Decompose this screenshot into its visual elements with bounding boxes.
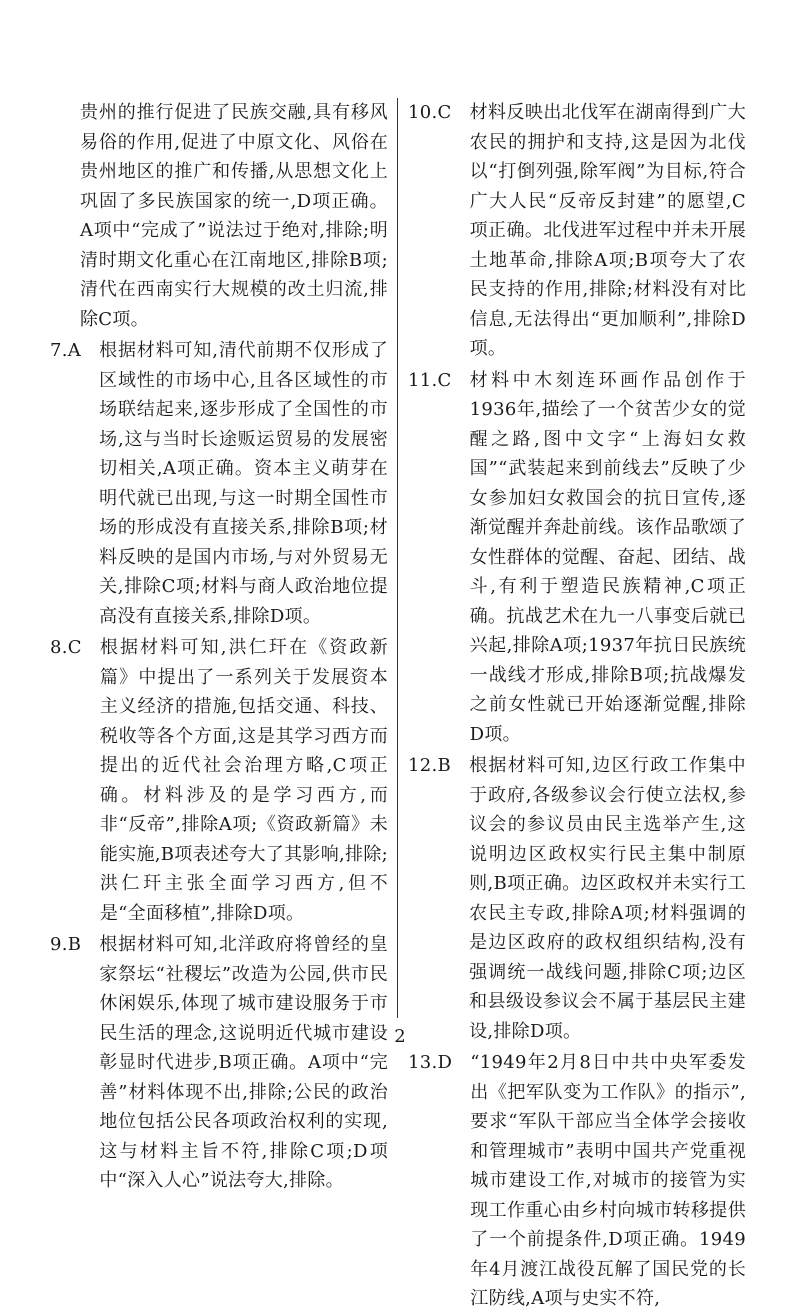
explanation-text: “1949年2月8日中共中央军委发出《把军队变为工作队》的指示”,要求“军队干部应当全体学会接收和管理城市”表明中国共产党重视城市建设工作,对城市的接管为实现工作重心由乡村向城市转移提供了一个前提条件,D项正确。1949年4月渡江战役瓦解了国民党的长江防线,A项与史实不符, [470,1052,746,1309]
answer-item-8 [50,633,388,928]
answer-letter: D [437,1052,453,1073]
answer-item-9 [50,930,388,1196]
explanation-text: 根据材料可知,清代前期不仅形成了区域性的市场中心,且各区域性的市场联结起来,逐步形成了全国性的市场,这与当时长途贩运贸易的发展密切相关,A项正确。资本主义萌芽在明代就已出现,与这一时期全国性市场的形成没有直接关系,排除B项;材料反映的是国内市场,与对外贸易无关,排除C项;材料与商人政治地位提高没有直接关系,排除D项。 [99,340,388,627]
answer-letter: C [67,637,82,658]
answer-letter: B [437,755,452,776]
answer-item-13 [408,1048,746,1314]
answer-letter: A [67,340,82,361]
explanation-text: 根据材料可知,北洋政府将曾经的皇家祭坛“社稷坛”改造为公园,供市民休闲娱乐,体现了城市建设服务于市民生活的理念,这说明近代城市建设彰显时代进步,B项正确。A项中“完善”材料体现不出,排除;公民的政治地位包括公民各项政治权利的实现,这与材料主旨不符,排除C项;D项中“深入人心”说法夸大,排除。 [99,934,388,1191]
continuation-paragraph: 贵州的推行促进了民族交融,具有移风易俗的作用,促进了中原文化、风俗在贵州地区的推广和传播,从思想文化上巩固了多民族国家的统一,D项正确。A项中“完成了”说法过于绝对,排除;明清时期文化重心在江南地区,排除B项;清代在西南实行大规模的改土归流,排除C项。 [80,102,388,330]
answer-letter: B [67,934,82,955]
explanation-text: 材料反映出北伐军在湖南得到广大农民的拥护和支持,这是因为北伐以“打倒列强,除军阀”为目标,符合广大人民“反帝反封建”的愿望,C项正确。北伐进军过程中并未开展土地革命,排除A项;B项夸大了农民支持的作用,排除;材料没有对比信息,无法得出“更加顺利”,排除D项。 [469,102,746,359]
question-number: 10.C [408,98,470,128]
answer-item-10 [408,98,746,364]
question-number: 7.A [50,336,99,366]
question-number: 12.B [408,751,469,781]
question-number: 8.C [50,633,100,663]
question-number: 9.B [50,930,99,960]
explanation-text: 材料中木刻连环画作品创作于1936年,描绘了一个贫苦少女的觉醒之路,图中文字“上海妇女救国”“武装起来到前线去”反映了少女参加妇女救国会的抗日宣传,逐渐觉醒并奔赴前线。该作品歌颂了女性群体的觉醒、奋起、团结、战斗,有利于塑造民族精神,C项正确。抗战艺术在九一八事变后就已兴起,排除A项;1937年抗日民族统一战线才形成,排除B项;抗战爆发之前女性就已开始逐渐觉醒,排除D项。 [469,369,746,745]
answer-item-7 [50,336,388,631]
column-divider [397,98,398,1018]
question-number: 13.D [408,1048,470,1078]
answer-letter: C [437,369,452,391]
question-number: 11.C [408,366,470,396]
page-number: 2 [394,1026,406,1047]
answer-item-11 [408,366,746,750]
explanation-text: 根据材料可知,洪仁玕在《资政新篇》中提出了一系列关于发展资本主义经济的措施,包括交通、科技、税收等各个方面,这是其学习西方而提出的近代社会治理方略,C项正确。材料涉及的是学习西方,而非“反帝”,排除A项;《资政新篇》未能实施,B项表述夸大了其影响,排除;洪仁玕主张全面学习西方,但不是“全面移植”,排除D项。 [99,637,388,924]
explanation-text: 根据材料可知,边区行政工作集中于政府,各级参议会行使立法权,参议会的参议员由民主选举产生,这说明边区政权实行民主集中制原则,B项正确。边区政权并未实行工农民主专政,排除A项;材料强调的是边区政府的政权组织结构,没有强调统一战线问题,排除C项;边区和县级设参议会不属于基层民主建设,排除D项。 [469,755,746,1042]
answer-letter: C [437,102,452,123]
answer-item-12 [408,751,746,1046]
right-column [408,98,746,1314]
